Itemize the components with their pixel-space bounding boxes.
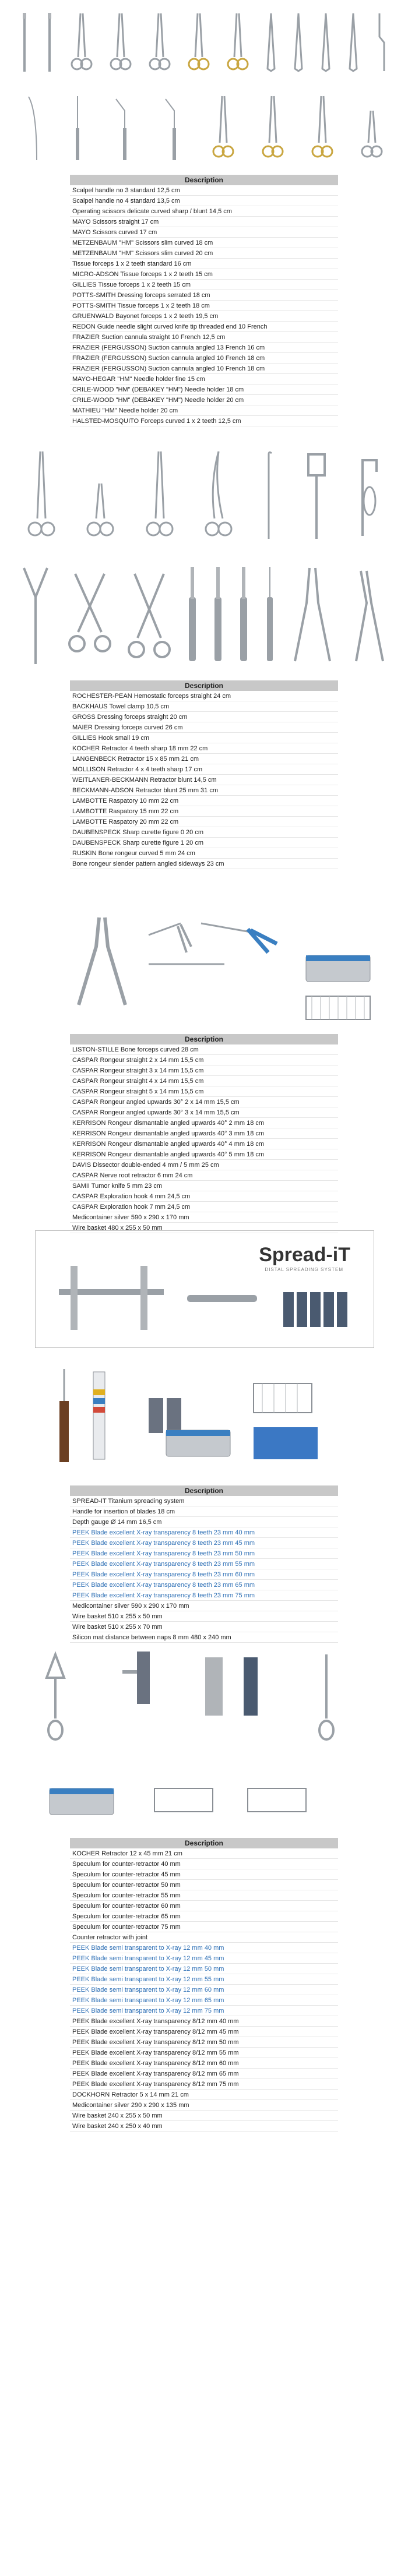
bone-forceps-image bbox=[70, 912, 134, 1011]
table-cell: CASPAR Rongeur straight 2 x 14 mm 15,5 cm bbox=[70, 1055, 338, 1065]
table-row bbox=[70, 1953, 338, 1964]
table-row bbox=[70, 217, 338, 227]
table-cell: KERRISON Rongeur dismantable angled upwards 40° 3 mm 18 cm bbox=[70, 1128, 338, 1139]
table-cell: CASPAR Rongeur straight 4 x 14 mm 15,5 cm bbox=[70, 1076, 338, 1086]
guide-needle-image bbox=[25, 93, 43, 163]
table-row bbox=[70, 395, 338, 405]
table-row bbox=[70, 712, 338, 722]
table-row bbox=[70, 301, 338, 311]
wire-basket-image bbox=[303, 990, 373, 1028]
table-row bbox=[70, 238, 338, 248]
table-cell: SAMII Tumor knife 5 mm 23 cm bbox=[70, 1181, 338, 1191]
table-row bbox=[70, 1202, 338, 1212]
table-cell: Scalpel handle no 4 standard 13,5 cm bbox=[70, 196, 338, 206]
table-cell: FRAZIER (FERGUSSON) Suction cannula angled 13 French 16 cm bbox=[70, 343, 338, 353]
instrument-description-table bbox=[70, 1838, 338, 2132]
table-cell: METZENBAUM "HM" Scissors slim curved 18 cm bbox=[70, 238, 338, 248]
table-row bbox=[70, 859, 338, 869]
table-cell: PEEK Blade excellent X-ray transparency 8 teeth 23 mm 60 mm bbox=[70, 1569, 338, 1580]
table-row bbox=[70, 2048, 338, 2058]
table-row bbox=[70, 1569, 338, 1580]
bone-rongeur-image bbox=[289, 562, 336, 667]
table-cell: Speculum for counter-retractor 40 mm bbox=[70, 1859, 338, 1869]
table-cell: POTTS-SMITH Tissue forceps 1 x 2 teeth 18 cm bbox=[70, 301, 338, 311]
table-cell: MAYO Scissors curved 17 cm bbox=[70, 227, 338, 238]
table-cell: CASPAR Rongeur angled upwards 30° 2 x 14 mm 15,5 cm bbox=[70, 1097, 338, 1107]
table-header: Description bbox=[70, 680, 338, 691]
scissors-image bbox=[70, 10, 93, 75]
table-cell: LISTON-STILLE Bone forceps curved 28 cm bbox=[70, 1044, 338, 1055]
towel-clamp-image bbox=[86, 449, 115, 542]
table-cell: PEEK Blade semi transparent to X-ray 12 mm 60 mm bbox=[70, 1985, 338, 1995]
table-row bbox=[70, 1974, 338, 1985]
table-cell: CASPAR Nerve root retractor 6 mm 24 cm bbox=[70, 1170, 338, 1181]
dressing-forceps-image bbox=[204, 449, 233, 542]
table-row bbox=[70, 1527, 338, 1538]
table-row bbox=[70, 1859, 338, 1869]
table-cell: PEEK Blade semi transparent to X-ray 12 mm 45 mm bbox=[70, 1953, 338, 1964]
rongeur-image bbox=[146, 912, 192, 958]
table-row bbox=[70, 2058, 338, 2069]
table-cell: Speculum for counter-retractor 65 mm bbox=[70, 1911, 338, 1922]
table-row bbox=[70, 259, 338, 269]
table-row bbox=[70, 1590, 338, 1601]
tissue-forceps-image bbox=[347, 10, 359, 75]
table-cell: CASPAR Exploration hook 4 mm 24,5 cm bbox=[70, 1191, 338, 1202]
table-cell: Medicontainer silver 590 x 290 x 170 mm bbox=[70, 1601, 338, 1611]
table-cell: SPREAD-IT Titanium spreading system bbox=[70, 1496, 338, 1506]
table-row bbox=[70, 1170, 338, 1181]
table-row bbox=[70, 2121, 338, 2132]
table-row bbox=[70, 1922, 338, 1932]
table-cell: GILLIES Tissue forceps 1 x 2 teeth 15 cm bbox=[70, 280, 338, 290]
table-row bbox=[70, 1911, 338, 1922]
table-cell: Silicon mat distance between naps 8 mm 480 x 240 mm bbox=[70, 1632, 338, 1643]
instrument-description-table bbox=[70, 680, 338, 869]
table-row bbox=[70, 1901, 338, 1911]
table-cell: Speculum for counter-retractor 50 mm bbox=[70, 1880, 338, 1890]
table-row bbox=[70, 733, 338, 743]
table-cell: Medicontainer silver 590 x 290 x 170 mm bbox=[70, 1212, 338, 1223]
retractor-image bbox=[18, 562, 53, 667]
depth-gauge-image bbox=[87, 1366, 111, 1465]
table-cell: KOCHER Retractor 12 x 45 mm 21 cm bbox=[70, 1848, 338, 1859]
table-cell: DOCKHORN Retractor 5 x 14 mm 21 cm bbox=[70, 2090, 338, 2100]
table-row bbox=[70, 185, 338, 196]
instrument-description-table bbox=[70, 175, 338, 426]
table-cell: PEEK Blade excellent X-ray transparency 8/12 mm 65 mm bbox=[70, 2069, 338, 2079]
table-cell: Wire basket 240 x 255 x 50 mm bbox=[70, 2111, 338, 2121]
bayonet-forceps-image bbox=[375, 10, 389, 75]
table-cell: RUSKIN Bone rongeur curved 5 mm 24 cm bbox=[70, 848, 338, 859]
table-row bbox=[70, 1538, 338, 1548]
table-cell: LANGENBECK Retractor 15 x 85 mm 21 cm bbox=[70, 754, 338, 764]
table-cell: DAUBENSPECK Sharp curette figure 0 20 cm bbox=[70, 827, 338, 838]
table-cell: PEEK Blade excellent X-ray transparency 8 teeth 23 mm 40 mm bbox=[70, 1527, 338, 1538]
table-row bbox=[70, 764, 338, 775]
table-row bbox=[70, 775, 338, 785]
table-cell: Operating scissors delicate curved sharp / blunt 14,5 cm bbox=[70, 206, 338, 217]
table-cell: PEEK Blade semi transparent to X-ray 12 mm 75 mm bbox=[70, 2006, 338, 2016]
table-cell: PEEK Blade excellent X-ray transparency 8/12 mm 75 mm bbox=[70, 2079, 338, 2090]
table-row bbox=[70, 1086, 338, 1097]
table-header: Description bbox=[70, 175, 338, 185]
depth-gauge-image bbox=[47, 1366, 82, 1465]
table-cell: GRUENWALD Bayonet forceps 1 x 2 teeth 19,5 cm bbox=[70, 311, 338, 322]
table-row bbox=[70, 1995, 338, 2006]
table-row bbox=[70, 1055, 338, 1065]
scissors-image bbox=[109, 10, 132, 75]
instrument-photo-row bbox=[0, 1643, 408, 1829]
table-cell: PEEK Blade semi transparent to X-ray 12 mm 65 mm bbox=[70, 1995, 338, 2006]
table-cell: Medicontainer silver 290 x 290 x 135 mm bbox=[70, 2100, 338, 2111]
table-header: Description bbox=[70, 1034, 338, 1044]
table-cell: Wire basket 240 x 250 x 40 mm bbox=[70, 2121, 338, 2132]
table-row bbox=[70, 405, 338, 416]
table-cell: MOLLISON Retractor 4 x 4 teeth sharp 17 cm bbox=[70, 764, 338, 775]
table-row bbox=[70, 701, 338, 712]
table-row bbox=[70, 691, 338, 701]
table-cell: PEEK Blade excellent X-ray transparency 8 teeth 23 mm 65 mm bbox=[70, 1580, 338, 1590]
instrument-photo-row bbox=[0, 556, 408, 667]
table-row bbox=[70, 1139, 338, 1149]
table-cell: GILLIES Hook small 19 cm bbox=[70, 733, 338, 743]
table-cell: BACKHAUS Towel clamp 10,5 cm bbox=[70, 701, 338, 712]
table-row bbox=[70, 1517, 338, 1527]
table-row bbox=[70, 2100, 338, 2111]
spread-it-system-panel bbox=[35, 1230, 374, 1348]
table-cell: CRILE-WOOD "HM" (DEBAKEY "HM") Needle holder 20 cm bbox=[70, 395, 338, 405]
table-cell: PEEK Blade semi transparent to X-ray 12 mm 55 mm bbox=[70, 1974, 338, 1985]
dressing-forceps-image bbox=[145, 449, 174, 542]
table-cell: PEEK Blade excellent X-ray transparency 8/12 mm 45 mm bbox=[70, 2027, 338, 2037]
table-cell: MAIER Dressing forceps curved 26 cm bbox=[70, 722, 338, 733]
table-cell: MAYO-HEGAR "HM" Needle holder fine 15 cm bbox=[70, 374, 338, 384]
table-row bbox=[70, 1097, 338, 1107]
table-row bbox=[70, 1506, 338, 1517]
raspatory-image bbox=[237, 562, 250, 667]
table-cell: MATHIEU "HM" Needle holder 20 cm bbox=[70, 405, 338, 416]
table-cell: Tissue forceps 1 x 2 teeth standard 16 cm bbox=[70, 259, 338, 269]
table-row bbox=[70, 838, 338, 848]
table-row bbox=[70, 2079, 338, 2090]
table-row bbox=[70, 343, 338, 353]
table-row bbox=[70, 311, 338, 322]
table-row bbox=[70, 1964, 338, 1974]
wire-basket-image bbox=[251, 1378, 315, 1418]
scalpel-handle-image bbox=[20, 10, 29, 75]
table-row bbox=[70, 1160, 338, 1170]
instrument-photo-row bbox=[0, 5, 408, 75]
table-row bbox=[70, 1548, 338, 1559]
medicontainer-image bbox=[303, 950, 373, 987]
table-row bbox=[70, 384, 338, 395]
retractor-image bbox=[305, 449, 328, 542]
table-row bbox=[70, 743, 338, 754]
table-cell: PEEK Blade excellent X-ray transparency 8/12 mm 40 mm bbox=[70, 2016, 338, 2027]
table-row bbox=[70, 796, 338, 806]
table-row bbox=[70, 416, 338, 426]
table-row bbox=[70, 1580, 338, 1590]
table-cell: PEEK Blade excellent X-ray transparency 8/12 mm 55 mm bbox=[70, 2048, 338, 2058]
table-cell: ROCHESTER-PEAN Hemostatic forceps straight 24 cm bbox=[70, 691, 338, 701]
table-row bbox=[70, 1212, 338, 1223]
table-row bbox=[70, 1559, 338, 1569]
table-row bbox=[70, 848, 338, 859]
table-row bbox=[70, 1632, 338, 1643]
table-row bbox=[70, 332, 338, 343]
table-row bbox=[70, 785, 338, 796]
table-row bbox=[70, 1496, 338, 1506]
table-cell: KERRISON Rongeur dismantable angled upwards 40° 2 mm 18 cm bbox=[70, 1118, 338, 1128]
table-cell: PEEK Blade excellent X-ray transparency 8 teeth 23 mm 45 mm bbox=[70, 1538, 338, 1548]
table-cell: Speculum for counter-retractor 45 mm bbox=[70, 1869, 338, 1880]
table-cell: Speculum for counter-retractor 75 mm bbox=[70, 1922, 338, 1932]
table-cell: POTTS-SMITH Dressing forceps serrated 18 cm bbox=[70, 290, 338, 301]
table-row bbox=[70, 1128, 338, 1139]
dissector-image bbox=[146, 958, 227, 970]
wire-basket-image bbox=[152, 1783, 216, 1818]
table-row bbox=[70, 817, 338, 827]
table-cell: PEEK Blade excellent X-ray transparency 8/12 mm 50 mm bbox=[70, 2037, 338, 2048]
table-row bbox=[70, 2027, 338, 2037]
table-cell: Bone rongeur slender pattern angled sideways 23 cm bbox=[70, 859, 338, 869]
table-row bbox=[70, 2111, 338, 2121]
raspatory-image bbox=[186, 562, 199, 667]
table-row bbox=[70, 2006, 338, 2016]
instrument-description-table bbox=[70, 1034, 338, 1233]
table-row bbox=[70, 1880, 338, 1890]
gold-handled-scissors-image bbox=[226, 10, 249, 75]
table-cell: PEEK Blade excellent X-ray transparency 8 teeth 23 mm 55 mm bbox=[70, 1559, 338, 1569]
tissue-forceps-image bbox=[293, 10, 304, 75]
bone-rongeur-image bbox=[349, 562, 390, 667]
peek-blade-image bbox=[239, 1654, 262, 1718]
silicon-mat-image bbox=[251, 1424, 321, 1465]
table-row bbox=[70, 1943, 338, 1953]
scalpel-handle-image bbox=[45, 10, 54, 75]
peek-blade-image bbox=[280, 1289, 362, 1336]
table-row bbox=[70, 827, 338, 838]
scissors-image bbox=[148, 10, 171, 75]
tissue-forceps-image bbox=[265, 10, 277, 75]
table-cell: BECKMANN-ADSON Retractor blunt 25 mm 31 cm bbox=[70, 785, 338, 796]
table-row bbox=[70, 196, 338, 206]
table-cell: Depth gauge Ø 14 mm 16,5 cm bbox=[70, 1517, 338, 1527]
table-row bbox=[70, 1611, 338, 1622]
tissue-forceps-image bbox=[320, 10, 332, 75]
needle-holder-image bbox=[212, 93, 235, 163]
suction-cannula-image bbox=[112, 93, 136, 163]
table-cell: Counter retractor with joint bbox=[70, 1932, 338, 1943]
table-cell: Speculum for counter-retractor 60 mm bbox=[70, 1901, 338, 1911]
table-row bbox=[70, 353, 338, 364]
gold-handled-scissors-image bbox=[187, 10, 210, 75]
self-retaining-retractor-image bbox=[126, 562, 173, 667]
handle-image bbox=[181, 1272, 263, 1330]
table-cell: CASPAR Rongeur angled upwards 30° 3 x 14 mm 15,5 cm bbox=[70, 1107, 338, 1118]
table-cell: Wire basket 510 x 255 x 70 mm bbox=[70, 1622, 338, 1632]
table-cell: PEEK Blade excellent X-ray transparency 8/12 mm 60 mm bbox=[70, 2058, 338, 2069]
table-row bbox=[70, 1118, 338, 1128]
table-cell: REDON Guide needle slight curved knife tip threaded end 10 French bbox=[70, 322, 338, 332]
dockhorn-retractor-image bbox=[315, 1649, 338, 1742]
raspatory-image bbox=[212, 562, 224, 667]
instrument-description-table bbox=[70, 1485, 338, 1643]
table-cell: CASPAR Exploration hook 7 mm 24,5 cm bbox=[70, 1202, 338, 1212]
needle-holder-image bbox=[261, 93, 284, 163]
table-cell: CASPAR Rongeur straight 5 x 14 mm 15,5 cm bbox=[70, 1086, 338, 1097]
table-cell: MICRO-ADSON Tissue forceps 1 x 2 teeth 15 cm bbox=[70, 269, 338, 280]
table-header: Description bbox=[70, 1838, 338, 1848]
table-row bbox=[70, 374, 338, 384]
hook-image bbox=[263, 449, 275, 542]
kerrison-rongeur-image bbox=[198, 912, 280, 958]
table-cell: MAYO Scissors straight 17 cm bbox=[70, 217, 338, 227]
table-row bbox=[70, 1076, 338, 1086]
table-cell: KOCHER Retractor 4 teeth sharp 18 mm 22 cm bbox=[70, 743, 338, 754]
table-cell: FRAZIER (FERGUSSON) Suction cannula angled 10 French 18 cm bbox=[70, 364, 338, 374]
table-header: Description bbox=[70, 1485, 338, 1496]
table-row bbox=[70, 1065, 338, 1076]
table-cell: CRILE-WOOD "HM" (DEBAKEY "HM") Needle holder 18 cm bbox=[70, 384, 338, 395]
medicontainer-image bbox=[163, 1424, 233, 1459]
retractor-image bbox=[358, 449, 381, 542]
table-cell: Handle for insertion of blades 18 cm bbox=[70, 1506, 338, 1517]
table-cell: Wire basket 510 x 255 x 50 mm bbox=[70, 1611, 338, 1622]
self-retaining-retractor-image bbox=[66, 562, 113, 667]
table-cell: CASPAR Rongeur straight 3 x 14 mm 15,5 cm bbox=[70, 1065, 338, 1076]
instrument-photo-row bbox=[0, 87, 408, 163]
table-cell: METZENBAUM "HM" Scissors slim curved 20 cm bbox=[70, 248, 338, 259]
table-cell: LAMBOTTE Raspatory 15 mm 22 cm bbox=[70, 806, 338, 817]
table-row bbox=[70, 248, 338, 259]
mosquito-forceps-image bbox=[360, 93, 384, 163]
curette-image bbox=[263, 562, 276, 667]
table-row bbox=[70, 269, 338, 280]
table-row bbox=[70, 754, 338, 764]
table-cell: Speculum for counter-retractor 55 mm bbox=[70, 1890, 338, 1901]
table-row bbox=[70, 280, 338, 290]
table-cell: WEITLANER-BECKMANN Retractor blunt 14,5 cm bbox=[70, 775, 338, 785]
kocher-retractor-image bbox=[41, 1649, 70, 1742]
table-cell: HALSTED-MOSQUITO Forceps curved 1 x 2 teeth 12,5 cm bbox=[70, 416, 338, 426]
speculum-image bbox=[198, 1654, 233, 1718]
table-row bbox=[70, 290, 338, 301]
instrument-photo-row bbox=[0, 1360, 408, 1477]
table-cell: GROSS Dressing forceps straight 20 cm bbox=[70, 712, 338, 722]
table-row bbox=[70, 1622, 338, 1632]
medicontainer-image bbox=[47, 1783, 117, 1818]
table-row bbox=[70, 227, 338, 238]
table-cell: KERRISON Rongeur dismantable angled upwards 40° 4 mm 18 cm bbox=[70, 1139, 338, 1149]
table-row bbox=[70, 2090, 338, 2100]
table-row bbox=[70, 1149, 338, 1160]
table-cell: PEEK Blade semi transparent to X-ray 12 mm 40 mm bbox=[70, 1943, 338, 1953]
table-cell: PEEK Blade semi transparent to X-ray 12 mm 50 mm bbox=[70, 1964, 338, 1974]
table-row bbox=[70, 364, 338, 374]
table-row bbox=[70, 1601, 338, 1611]
needle-holder-image bbox=[311, 93, 334, 163]
table-row bbox=[70, 322, 338, 332]
table-cell: PEEK Blade excellent X-ray transparency 8 teeth 23 mm 75 mm bbox=[70, 1590, 338, 1601]
table-cell: DAVIS Dissector double-ended 4 mm / 5 mm 25 cm bbox=[70, 1160, 338, 1170]
counter-retractor-image bbox=[117, 1649, 169, 1718]
table-row bbox=[70, 1848, 338, 1859]
table-cell: FRAZIER Suction cannula straight 10 French 12,5 cm bbox=[70, 332, 338, 343]
table-cell: LAMBOTTE Raspatory 20 mm 22 cm bbox=[70, 817, 338, 827]
table-cell: PEEK Blade excellent X-ray transparency 8 teeth 23 mm 50 mm bbox=[70, 1548, 338, 1559]
table-row bbox=[70, 206, 338, 217]
table-row bbox=[70, 1191, 338, 1202]
suction-cannula-image bbox=[69, 93, 86, 163]
table-row bbox=[70, 1181, 338, 1191]
spread-it-logo-subtitle: DISTAL SPREADING SYSTEM bbox=[265, 1267, 343, 1272]
table-cell: FRAZIER (FERGUSSON) Suction cannula angled 10 French 18 cm bbox=[70, 353, 338, 364]
wire-basket-image bbox=[245, 1783, 309, 1818]
table-cell: DAUBENSPECK Sharp curette figure 1 20 cm bbox=[70, 838, 338, 848]
table-row bbox=[70, 1869, 338, 1880]
table-cell: LAMBOTTE Raspatory 10 mm 22 cm bbox=[70, 796, 338, 806]
table-row bbox=[70, 2016, 338, 2027]
table-row bbox=[70, 1107, 338, 1118]
table-row bbox=[70, 806, 338, 817]
table-row bbox=[70, 1932, 338, 1943]
table-row bbox=[70, 722, 338, 733]
hemostatic-forceps-image bbox=[27, 449, 56, 542]
spreader-image bbox=[53, 1254, 170, 1336]
suction-cannula-image bbox=[162, 93, 185, 163]
table-row bbox=[70, 1890, 338, 1901]
table-row bbox=[70, 1044, 338, 1055]
table-cell: KERRISON Rongeur dismantable angled upwards 40° 5 mm 18 cm bbox=[70, 1149, 338, 1160]
table-row bbox=[70, 2037, 338, 2048]
table-cell: Wire basket 480 x 255 x 50 mm bbox=[70, 1223, 338, 1233]
instrument-photo-row bbox=[0, 443, 408, 542]
table-row bbox=[70, 2069, 338, 2079]
table-row bbox=[70, 1985, 338, 1995]
spread-it-logo: Spread-iT bbox=[259, 1244, 350, 1266]
table-cell: Scalpel handle no 3 standard 12,5 cm bbox=[70, 185, 338, 196]
